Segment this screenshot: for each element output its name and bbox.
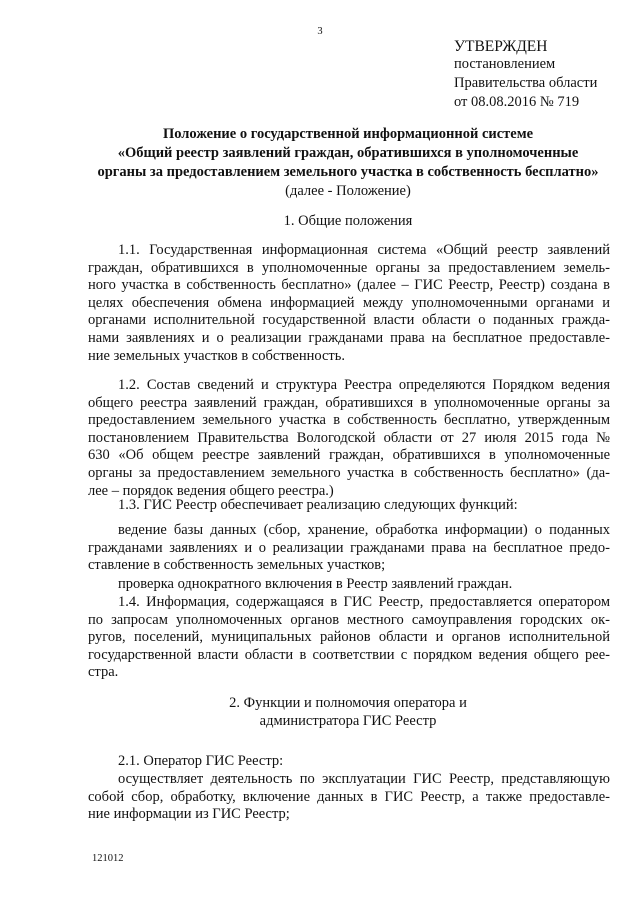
paragraph-line: общего реестра заявлений граждан, обратившихся в уполномоченные органы за: [88, 394, 610, 411]
paragraph-line: осуществляет деятельность по эксплуатации ГИС Реестр, представляющую: [118, 771, 610, 787]
paragraph-line: постановлением Правительства Вологодской области от 27 июля 2015 года №: [88, 429, 610, 446]
paragraph-line: предоставлением земельного участка в собственность бесплатно, утвержденным: [88, 412, 610, 429]
title-line: Положение о государственной информационной системе: [162, 126, 534, 142]
paragraph-line: 2.1. Оператор ГИС Реестр:: [118, 753, 284, 769]
paragraph-line: ние земельных участков в собственность.: [88, 347, 346, 364]
paragraph-line: государственной власти области в соответствии с порядком ведения общего рее-: [88, 646, 610, 663]
paragraph-line: ставление в собственность земельных участков;: [88, 557, 386, 574]
paragraph-line: стра.: [88, 664, 119, 681]
paragraph-line: ного участка в собственность бесплатно» (далее – ГИС Реестр, Реестр) создана в: [88, 277, 610, 294]
footer-code: 121012: [92, 853, 124, 864]
section-1-heading: 1. Общие положения: [283, 213, 413, 229]
paragraph-line: граждан, обратившихся в уполномоченные органы за предоставлением земель-: [88, 259, 610, 276]
paragraph-line: собой сбор, обработку, включение данных в ГИС Реестр, а также предоставле-: [88, 788, 610, 805]
paragraph-line: органами исполнительной государственной власти области о поданных гражда-: [88, 312, 610, 329]
approval-date: от 08.08.2016 № 719: [454, 94, 580, 110]
paragraph-line: ние информации из ГИС Реестр;: [88, 806, 290, 823]
approval-line: постановлением: [454, 56, 556, 72]
section-2-heading-line: 2. Функции и полномочия оператора и: [229, 695, 467, 711]
paragraph-line: 1.3. ГИС Реестр обеспечивает реализацию следующих функций:: [118, 497, 518, 513]
paragraph-line: 1.2. Состав сведений и структура Реестра определяются Порядком ведения: [118, 377, 610, 393]
paragraph-line: по запросам уполномоченных органов местного самоуправления городских ок-: [88, 611, 610, 628]
title-line: «Общий реестр заявлений граждан, обратившихся в уполномоченные: [117, 145, 579, 161]
page-number: 3: [317, 26, 323, 37]
document-title: [88, 125, 608, 200]
paragraph-line: 1.1. Государственная информационная система «Общий реестр заявлений: [118, 242, 610, 258]
title-line: органы за предоставлением земельного участка в собственность бесплатно»: [97, 164, 599, 180]
title-note: (далее - Положение): [285, 183, 411, 199]
section-2-heading-line: администратора ГИС Реестр: [259, 713, 437, 729]
approval-heading: УТВЕРЖДЕН: [454, 38, 548, 55]
paragraph-line: лее – порядок ведения общего реестра.): [88, 482, 334, 499]
approval-line: Правительства области: [454, 75, 598, 91]
paragraph-line: ругов, поселений, муниципальных районов области и органов исполнительной: [88, 629, 610, 646]
paragraph-line: 630 «Об общем реестре заявлений граждан, обратившихся в уполномоченные: [88, 447, 610, 464]
paragraph-line: органы за предоставлением земельного участка в собственность бесплатно» (да-: [88, 465, 610, 481]
paragraph-line: целях обеспечения обмена информацией между уполномоченными органами и: [88, 294, 610, 311]
paragraph-line: 1.4. Информация, содержащаяся в ГИС Реестр, предоставляется оператором: [118, 594, 610, 610]
approval-stamp: [454, 38, 634, 112]
paragraph-line: нами заявлениях и о реализации гражданами права на бесплатное предоставле-: [88, 330, 610, 346]
paragraph-line: ведение базы данных (сбор, хранение, обработка информации) о поданных: [118, 522, 610, 538]
paragraph-line: проверка однократного включения в Реестр заявлений граждан.: [118, 576, 513, 592]
paragraph-line: гражданами заявлениях и о реализации гражданами права на бесплатное предо-: [88, 539, 610, 556]
